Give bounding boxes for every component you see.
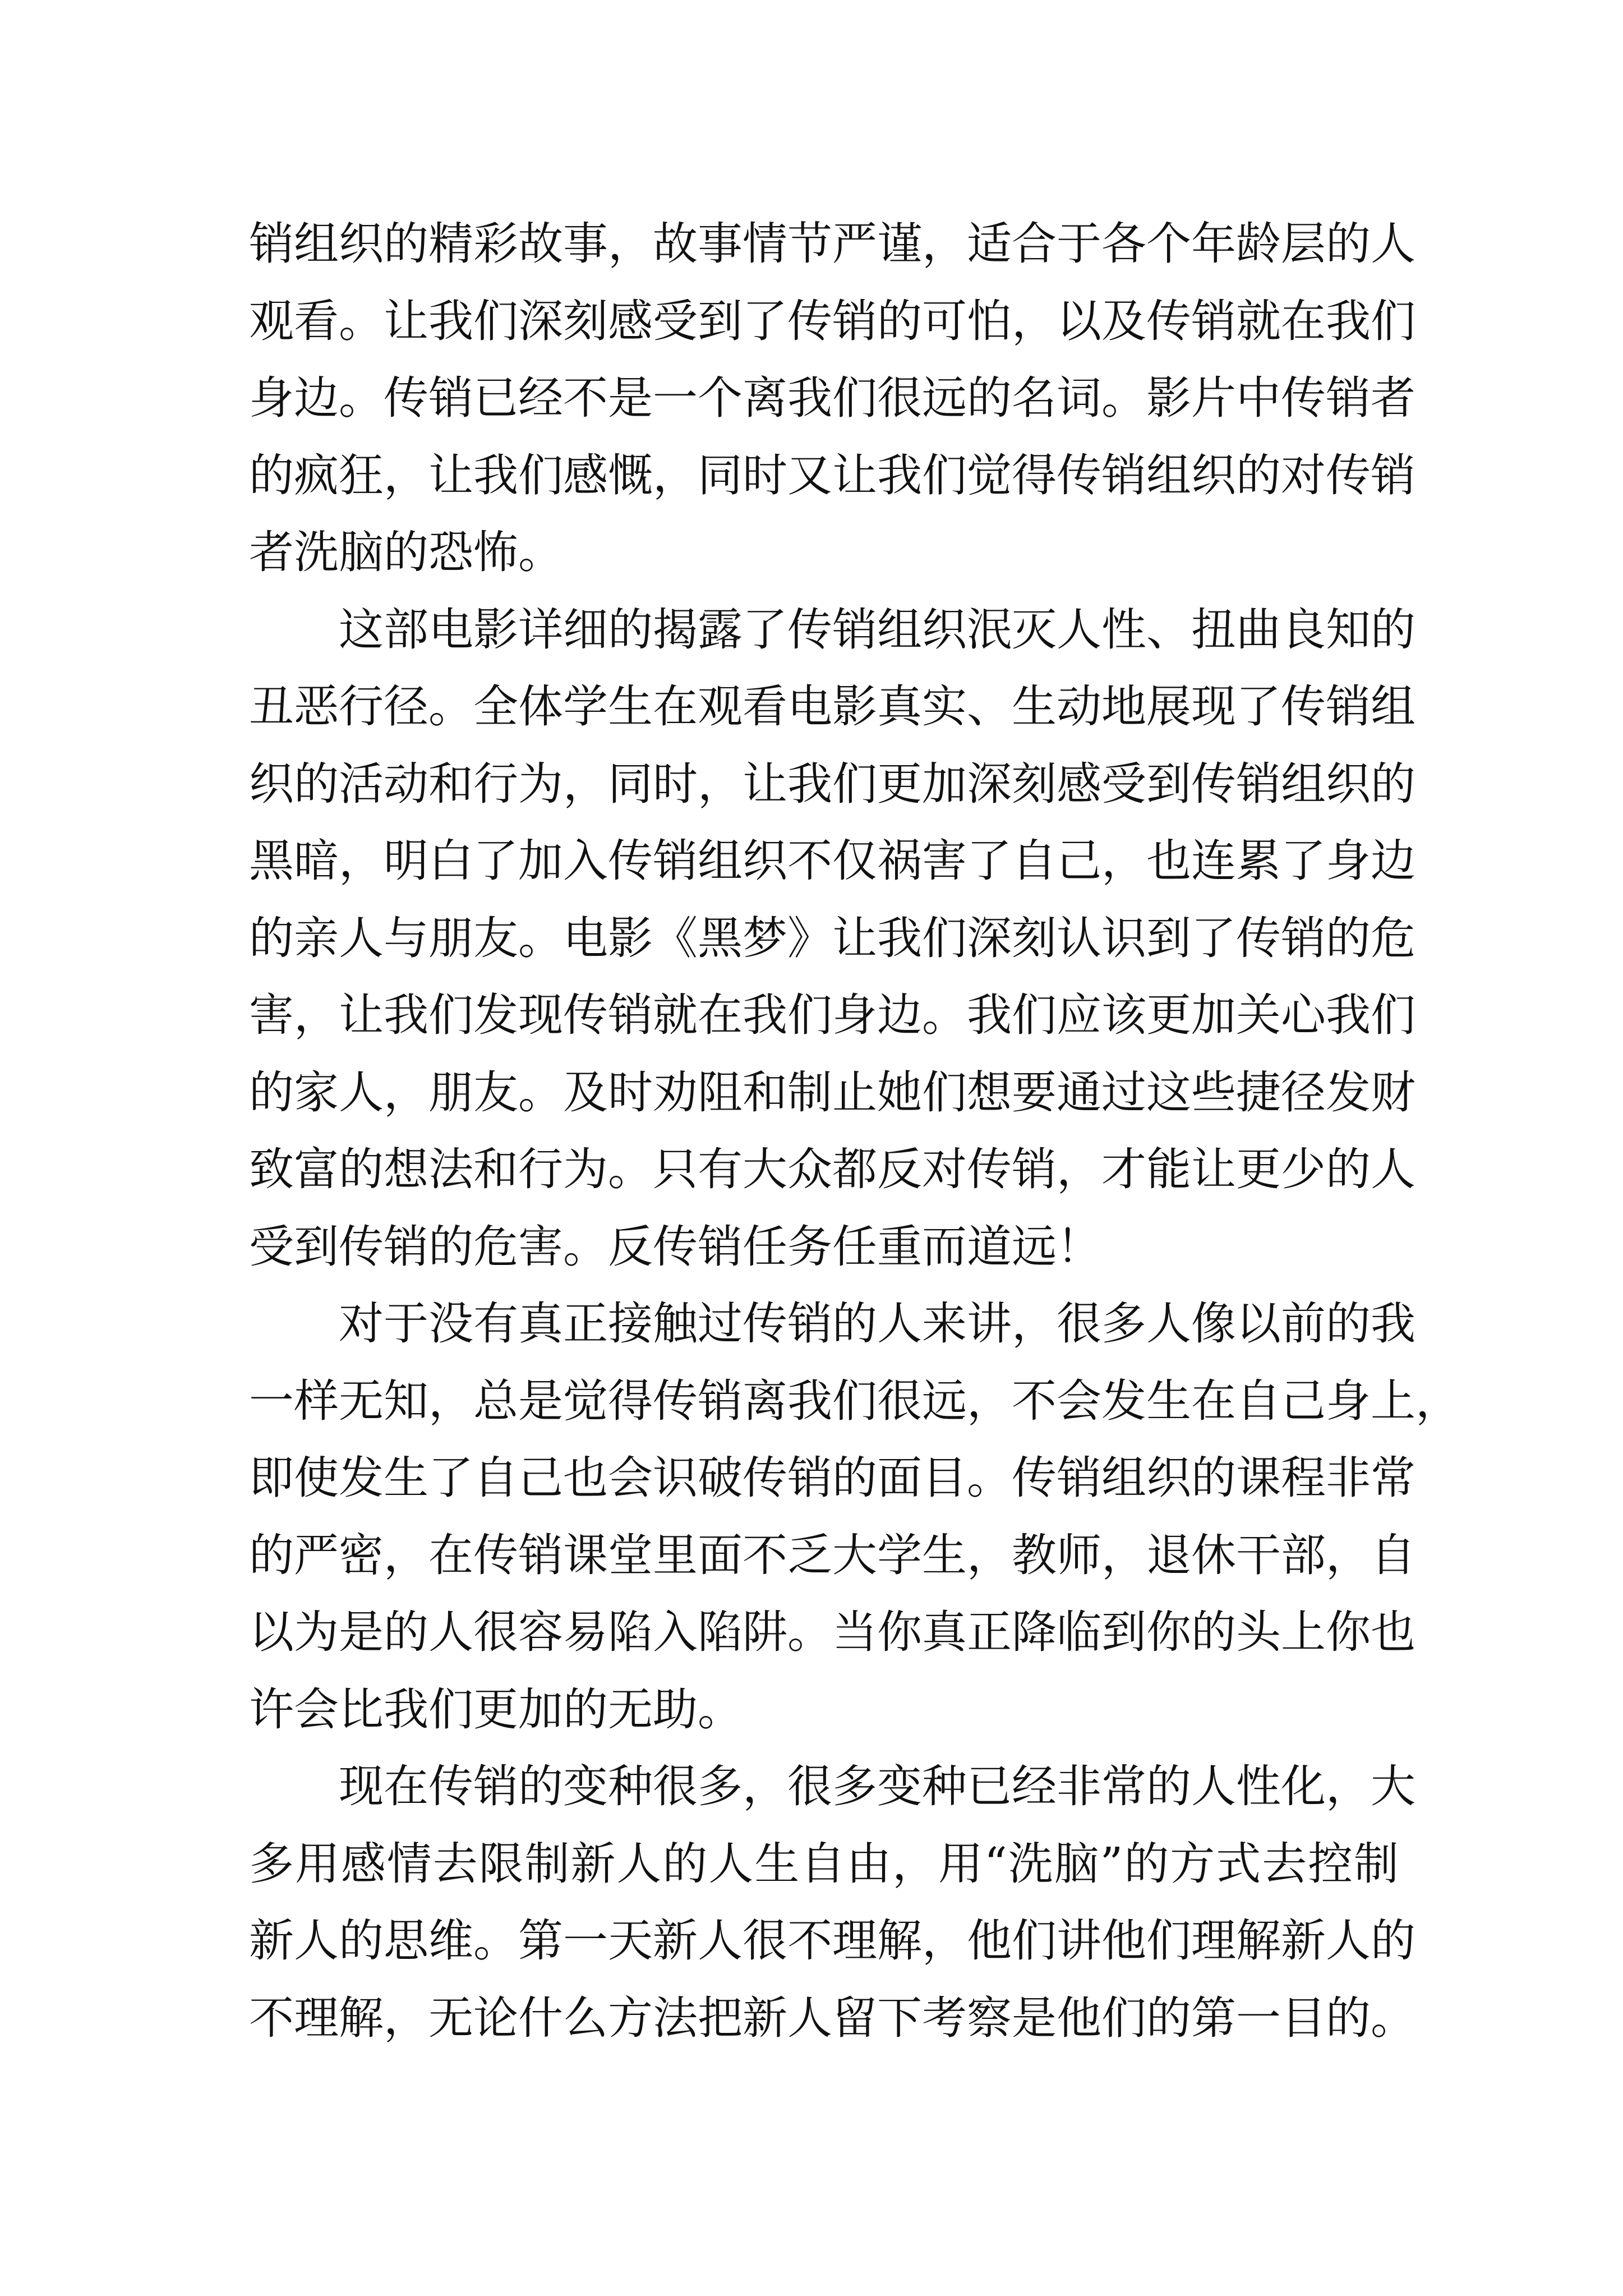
text-line: 者洗脑的恐怖。 — [249, 526, 563, 578]
text-line: 织的活动和行为，同时，让我们更加深刻感受到传销组织的 — [249, 757, 1415, 810]
text-line: 的疯狂，让我们感慨，同时又让我们觉得传销组织的对传销 — [249, 449, 1415, 501]
text-line: 观看。让我们深刻感受到了传销的可怕，以及传销就在我们 — [249, 295, 1415, 347]
text-line: 即使发生了自己也会识破传销的面目。传销组织的课程非常 — [249, 1452, 1415, 1504]
paragraph-first-line: 现在传销的变种很多，很多变种已经非常的人性化，大 — [339, 1760, 1415, 1812]
text-line: 害，让我们发现传销就在我们身边。我们应该更加关心我们 — [249, 989, 1415, 1041]
text-line: 以为是的人很容易陷入陷阱。当你真正降临到你的头上你也 — [249, 1606, 1415, 1658]
text-line: 新人的思维。第一天新人很不理解，他们讲他们理解新人的 — [249, 1915, 1415, 1967]
text-line: 不理解，无论什么方法把新人留下考察是他们的第一目的。 — [249, 1991, 1415, 2044]
text-line: 销组织的精彩故事，故事情节严谨，适合于各个年龄层的人 — [249, 218, 1415, 270]
text-line: 多用感情去限制新人的人生自由，用“洗脑”的方式去控制 — [249, 1837, 1399, 1890]
text-line: 黑暗，明白了加入传销组织不仅祸害了自己，也连累了身边 — [249, 835, 1415, 887]
body-text — [249, 205, 1460, 2056]
text-line: 身边。传销已经不是一个离我们很远的名词。影片中传销者 — [249, 372, 1415, 424]
text-line: 的家人，朋友。及时劝阻和制止她们想要通过这些捷径发财 — [249, 1066, 1415, 1119]
text-line: 的亲人与朋友。电影《黑梦》让我们深刻认识到了传销的危 — [249, 912, 1415, 964]
text-line: 一样无知，总是觉得传销离我们很远，不会发生在自己身上， — [249, 1374, 1460, 1427]
paragraph-first-line: 这部电影详细的揭露了传销组织泯灭人性、扭曲良知的 — [339, 603, 1415, 656]
text-line: 许会比我们更加的无助。 — [249, 1683, 743, 1736]
text-line: 致富的想法和行为。只有大众都反对传销，才能让更少的人 — [249, 1143, 1415, 1195]
text-line: 受到传销的危害。反传销任务任重而道远！ — [249, 1220, 1101, 1273]
paragraph-first-line: 对于没有真正接触过传销的人来讲，很多人像以前的我 — [339, 1297, 1415, 1350]
text-line: 丑恶行径。全体学生在观看电影真实、生动地展现了传销组 — [249, 680, 1415, 733]
text-line: 的严密，在传销课堂里面不乏大学生，教师，退休干部，自 — [249, 1529, 1415, 1581]
